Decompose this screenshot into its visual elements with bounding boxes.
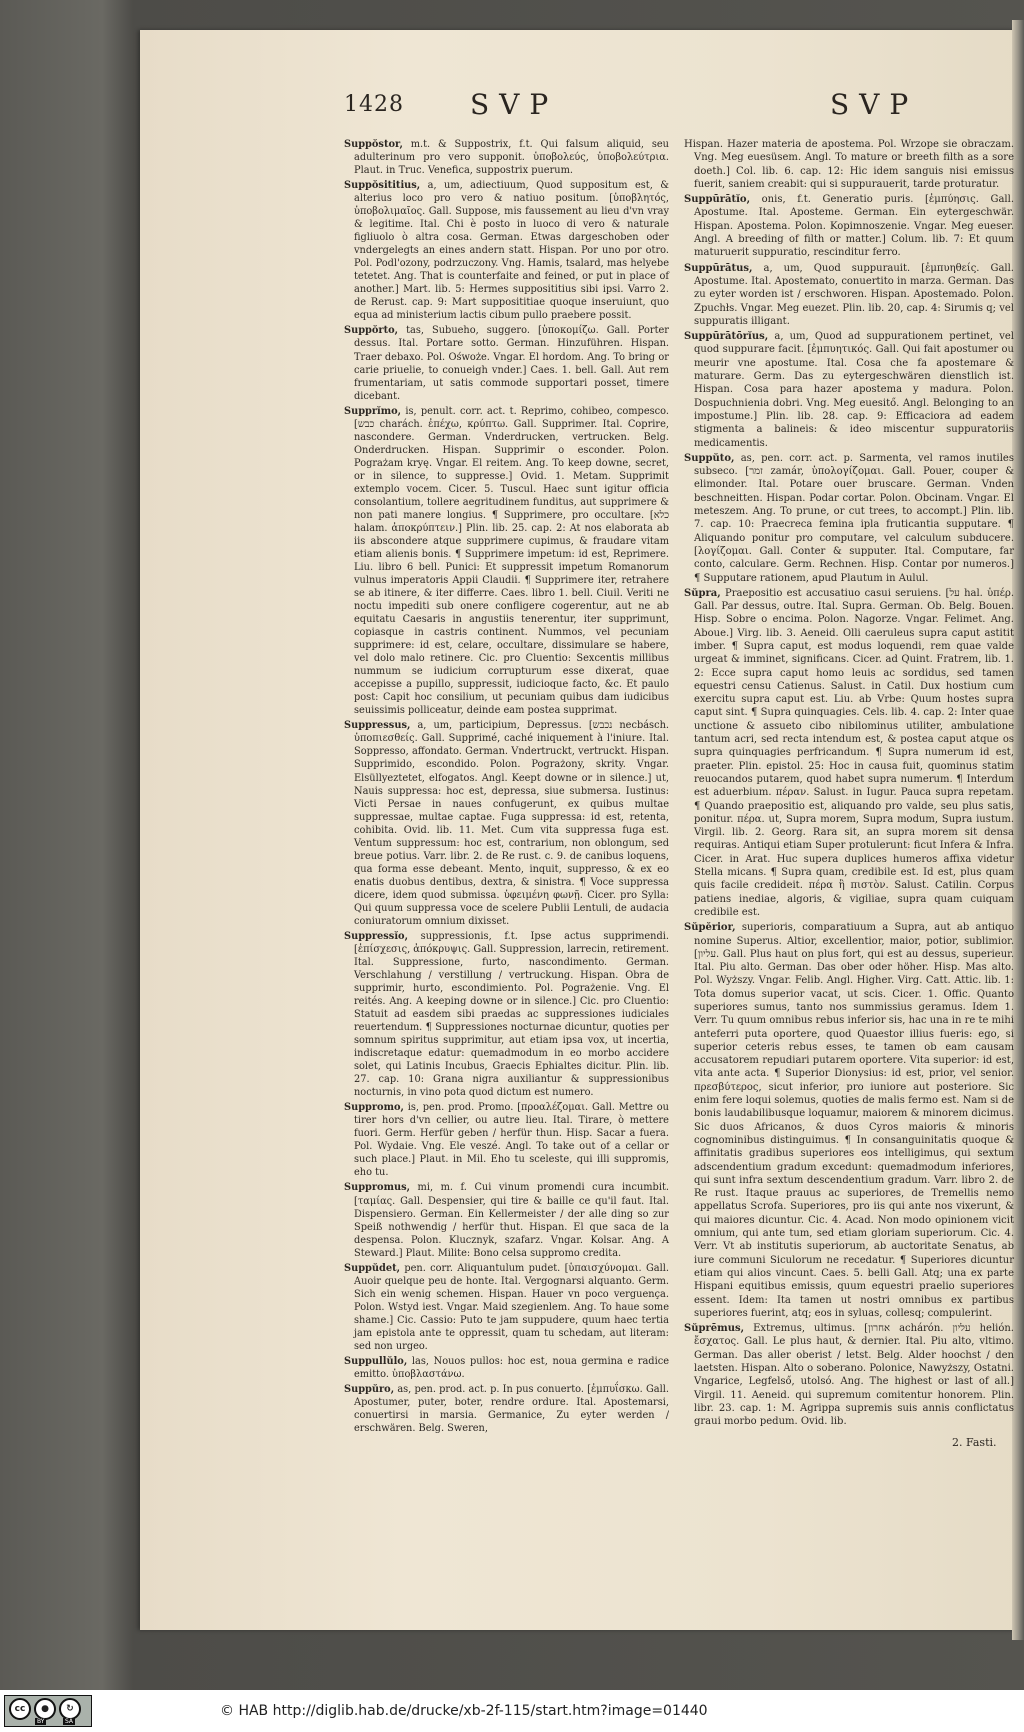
entry-lemma: Suppŏrto, [344, 325, 399, 337]
dictionary-entry [684, 138, 1014, 191]
dictionary-entry [684, 452, 1014, 585]
entry-text: pen. corr. Aliquantulum pudet. [ὑπαισχύνομαι. Gall. Auoir quelque peu de honte. Ital. Vergognarsi alquanto. Germ. Sich ein wenig schemen. Hispan. Hauer vn poco verguença. Polon. Wstyd iest. Vngar. Maid szegienlem. Ang. To haue some shame.] Cic. Cassio: Puto te jam suppudere, quum haec tertia jam epistola ante te oppressit, quam tu schedam, aut literam: sed non urgeo. [354, 1262, 669, 1352]
copyright-link[interactable]: © HAB http://diglib.hab.de/drucke/xb-2f-115/start.htm?image=01440 [220, 1703, 708, 1719]
entry-text: a, um, Quod ad suppurationem pertinet, vel quod suppurare facit. [ἐμπυητικός. Gall. Qui fait apostumer ou meurir vne apostume. Ital. Cosa che fa apostemare & maturare. Germ. Das zu eytergeschwären dienstlich ist. Hispan. Cosa para hazer apostema y madura. Polon. Dospuchnienia dobri. Vng. Meg euesitő. Angl. Belonging to an impostume.] Plin. lib. 28. cap. 9: Efficaciora ad eadem stigmenta a balineis: & ideo miscentur suppuratoriis medicamentis. [694, 331, 1014, 449]
entry-lemma: Sŭpĕrior, [684, 922, 736, 934]
entry-lemma: Suppullŭlo, [344, 1355, 408, 1367]
dictionary-entry [344, 1355, 669, 1381]
entry-lemma: Suppūrātus, [684, 262, 753, 274]
entry-text: as, pen. corr. act. p. Sarmenta, vel ramos inutiles subseco. [זמר zamár, ὑπολογίζομαι. Gall. Pouer, couper & elimonder. Ital. Potare ouer bruscare. German. Vnden beschneitten. Hispan. Podar cortar. Polon. Obcinam. Vngar. El meteszem. Ang. To prune, or cut trees, to accompt.] Plin. lib. 7. cap. 10: Praecreca femina ipla fruticantia supputare. ¶ Aliquando ponitur pro computare, vel calculum subducere. [λογίζομαι. Gall. Conter & supputer. Ital. Computare, far conto, calculare. Germ. Rechnen. Hisp. Contar por numeros.] ¶ Supputare rationem, apud Plautum in Aulul. [694, 452, 1014, 584]
dictionary-entry [684, 921, 1014, 1320]
dictionary-entry [684, 1322, 1014, 1428]
dictionary-entry [344, 1101, 669, 1179]
entry-text: a, um, participium, Depressus. [נכבש necbásch. ὑποπιεσθείς. Gall. Supprimé, caché iniquement à l'iniure. Ital. Soppresso, affondato. German. Vndertruckt, vertruckt. Hispan. Supprimido, escondido. Polon. Pograżony, skrity. Vngar. Elsüllyeztetet, elfogatos. Angl. Keept downe or in silence.] ut, Nauis suppressa: hoc est, depressa, siue submersa. Iustinus: Victi Persae in naues confugerunt, ex quibus multae suppressae, multae captae. Fuga suppressa: id est, retenta, cohibita. Ovid. lib. 11. Met. Cum vita suppressa fuga est. Ventum suppressum: hoc est, contrarium, non oblongum, sed breue potius. Varr. libr. 2. de Re rust. c. 9. de canibus loquens, qua forma esse debeant. Mento, inquit, suppresso, & ex eo enatis duobus dentibus, dextra, & sinistra. ¶ Voce suppressa dicere, idem quod submissa. ὑφειμένη φωνῇ. Cicer. pro Sylla: Qui quum suppressa voce de scelere Publii Lentuli, de audacia coniuratorum omnium dixisset. [354, 720, 669, 927]
dictionary-entry [344, 1383, 669, 1435]
entry-text: as, pen. prod. act. p. In pus conuerto. [ἐμπυΐσκω. Gall. Apostumer, puter, boter, rendre ordure. Ital. Apostemarsi, conuertirsi in marsia. Germanice, Zu eyter werden / erschwären. Belg. Sweren, [354, 1383, 669, 1435]
running-head [344, 88, 984, 132]
dictionary-entry [684, 587, 1014, 919]
entry-text: Praepositio est accusatiuo casui seruiens. [על hal. ὑπέρ. Gall. Par dessus, outre. Ital. Supra. German. Ob. Belg. Bouen. Hisp. Sobre o encima. Polon. Nagorze. Vngar. Felimet. Ang. Aboue.] Virg. lib. 3. Aeneid. Olli caeruleus supra caput astitit imber. ¶ Supra caput, est modus loquendi, rem quae valde urgeat & imminet, significans. Cicer. ad Quint. Fratrem, lib. 1. 2: Ecce supra caput homo leuis ac sordidus, sed tamen equestri censu Catienus. Salust. in Catil. Dux hostium cum exercitu supra caput est. Liu. ab Vrbe: Quum hostes supra caput sint. ¶ Supra quinquagies. Cels. lib. 4. cap. 2: Inter quae unctione & assueto cibo nibilominus utiliter, ambulatione tantum acri, sed recta intendum est, & postea caput atque os supra quinquagies perfricandum. ¶ Supra numerum id est, praeter. Plin. epistol. 25: Hoc in causa fuit, quominus statim reuocandos putarem, quod habet supra numerum. ¶ Interdum est aduerbium. πέραν. Salust. in Iugur. Pauca supra repetam. ¶ Quando praepositio est, aliquando pro valde, seu plus satis, ponitur. πέρα. ut, Supra morem, Supra modum, Supra iustum. Virgil. lib. 2. Georg. Rara sit, an supra morem sit densa requiras. Antiqui etiam Super protulerunt: ficut Infera & Infra. Cicer. in Arat. Huc supera duplices humeros affixa videtur Stella micans. ¶ Supra quam, credibile est. Id est, plus quam quis facile credideit. πέρα ἢ πιστὸν. Salust. Catilin. Corpus patiens inediae, algoris, & vigiliae, supra quam cuiquam credibile est. [694, 587, 1014, 918]
entry-text: superioris, comparatiuum a Supra, aut ab antiquo nomine Superus. Altior, excellentior, maior, potior, sublimior. [עליון. Gall. Plus haut on plus fort, qui est au dessus, superieur. Ital. Piu alto. German. Das ober oder höher. Hisp. Mas alto. Pol. Wyższy. Vngar. Felib. Angl. Higher. Virg. Catt. Attic. lib. 1: Tota domus superior vacat, ut scis. Cicer. 1. Offic. Quanto superiores sumus, tanto nos summissius geramus. Idem 1. Verr. Tu quum omnibus rebus inferior sis, hac una in re te mihi anteferri puta oportere, quod Quaestor illius fueris: ego, si superior ceteris rebus esses, te tamen ob eam causam accusatorem repudiari putarem oportere. Vita superior: id est, vita ante acta. ¶ Superior Dionysius: id est, prior, vel senior. πρεσβύτερος, sicut inferior, pro iuniore aut posteriore. Sic enim fere loqui solemus, quoties de malis fermo est. Nam si de bonis laudabilibusque loquamur, maiorem & minorem dicimus. Sic duos Africanos, & duos Cyros maioris & minoris cognominibus distinguimus. ¶ In consanguinitatis quoque & affinitatis gradibus superiores eos intelligimus, qui sextum adscendentium gradum excedunt: quemadmodum inferiores, qui sunt infra sextum descendentium gradum. Varr. libro 2. de Re rust. Itaque prauus ac superiores, de Tremellis nemo appellatus Scrofa. Superiores, pro iis qui ante nos vixerunt, & qui maiores dicuntur. Cic. 4. Acad. Non modo opinionem vicit omnium, qui ante tum, sed etiam gloriam superiorum. Cic. 4. Verr. Vt ab institutis superiorum, ab auctoritate Senatus, ab iure communi Siculorum ne recedatur. ¶ Superiores dicuntur etiam qui alios vincunt. Caes. 5. belli Gall. Atq; una ex parte Hispani equitibus emissis, quum equestri praelio superiores essent. Idem: Ita tamen ut nostri omnibus ex partibus superiores fuerint, atq; eos in syluas, collesq; compulerint. [694, 922, 1014, 1319]
attribution-icon: ● [34, 1698, 56, 1720]
dictionary-entry [684, 193, 1014, 259]
sa-label: SA [65, 1718, 74, 1725]
dictionary-entry [344, 930, 669, 1099]
entry-lemma: Suppromo, [344, 1102, 404, 1114]
dictionary-entry [344, 719, 669, 928]
share-alike-icon: ↻ [59, 1698, 81, 1720]
dictionary-entry [344, 179, 669, 322]
entry-lemma: Sŭpra, [684, 587, 721, 599]
dictionary-entry [344, 138, 669, 177]
entry-text: mi, m. f. Cui vinum promendi cura incumbit. [ταμίας. Gall. Despensier, qui tire & baille ce qu'il faut. Ital. Dispensiero. German. Ein Kellermeister / der alle ding so zur Speiß nothwendig / herfür thut. Hispan. El que saca de la despensa. Polon. Klucznyk, szafarz. Vngar. Kolsar. Ang. A Steward.] Plaut. Milite: Bono celsa suppromo credita. [354, 1182, 669, 1259]
dictionary-entry [684, 330, 1014, 450]
entry-lemma: Supprĭmo, [344, 405, 402, 417]
entry-text: tas, Subueho, suggero. [ὑποκομίζω. Gall. Porter dessus. Ital. Portare sotto. German. Hinzuführen. Hispan. Traer debaxo. Pol. Ośwoże. Vngar. El hordom. Ang. To bring or carie priuelie, to conueigh vnder.] Caes. 1. bell. Gall. Aut rem frumentariam, ut satis commode supportari posset, timere dicebant. [354, 325, 669, 402]
entry-lemma: Suppŏsititius, [344, 180, 421, 192]
entry-text: m.t. & Suppostrix, f.t. Qui falsum aliquid, seu adulterinum pro vero supponit. ὑποβολεύς, ὑποβολεύτρια. Plaut. in Truc. Venefica, suppostrix puerum. [354, 139, 669, 177]
page-number: 1428 [344, 92, 404, 117]
entry-text: Extremus, ultimus. [אחרון achárón. עליון helión. ἔσχατος. Gall. Le plus haut, & dernier. Ital. Piu alto, vltimo. German. Das aller oberist / letst. Belg. Alder hoochst / den laetsten. Hispan. Alto o soberano. Polonice, Nawyższy, Ostatni. Vngarice, Legfelső, utolsó. Ang. The highest or last of all.] Virgil. 11. Aeneid. qui supremum comitentur honorem. Plin. libr. 23. cap. 1: M. Agrippa supremis suis annis conflictatus graui morbo pedum. Ovid. lib. [694, 1323, 1014, 1428]
entry-lemma: Suppromus, [344, 1182, 411, 1194]
entry-text: is, pen. prod. Promo. [προαλέζομαι. Gall. Mettre ou tirer hors d'vn cellier, ou autre lieu. Ital. Tirare, ò mettere fuori. Germ. Herfür geben / herfür thun. Hisp. Sacar a fuera. Pol. Wydaie. Vng. Ele veszé. Angl. To take out of a cellar or such place.] Plaut. in Mil. Eho tu sceleste, qui illi suppromis, eho tu. [354, 1102, 669, 1179]
entry-lemma: Suppŭdet, [344, 1262, 401, 1274]
catchword: 2. Fasti. [952, 1436, 997, 1449]
entry-lemma: Suppressĭo, [344, 930, 408, 942]
entry-lemma: Suppŏstor, [344, 139, 403, 150]
entry-text: a, um, Quod suppurauit. [ἐμπυηθείς. Gall. Apostume. Ital. Apostemato, conuertito in marza. German. Das zu eyter worden ist / erschworen. Hispan. Apostemado. Polon. Zpuchłs. Vngar. Meg euezet. Plin. lib. 20, cap. 4: Sirumis q; vel suppuratis illigant. [694, 262, 1014, 327]
entry-lemma: Suppūrātĭo, [684, 194, 751, 206]
cc-icon: cc [9, 1698, 31, 1720]
dictionary-entry [344, 1262, 669, 1353]
by-label: BY [37, 1718, 45, 1725]
entry-text: a, um, adiectiuum, Quod suppositum est, & alterius loco pro vero & natiuo positum. [ὑποβλητός, ὑποβολιμαῖος. Gall. Suppose, mis faussement au lieu d'vn vray & legitime. Ital. Chi è posto in luoco di vero & naturale figliuolo ò altra cosa. German. Etwas dargeschoben oder vndergelegts an eines andern statt. Hispan. Por uno por otro. Pol. Podl'ozony, podrzuczony. Vng. Hamis, tsalard, mas helyebe tetetet. Ang. That is counterfaite and feined, or put in place of another.] Mart. lib. 5: Hermes supposititius sibi ipsi. Varro 2. de Rerust. cap. 9: Mart supposititiae quoque inseruiunt, quo equa ad ministerium lactis cibum pullo praebere possit. [354, 180, 669, 322]
left-running-head: SVP [470, 88, 559, 121]
cc-license-badge[interactable] [4, 1695, 92, 1727]
entry-lemma: Suppŭro, [344, 1383, 395, 1395]
dictionary-entry [684, 262, 1014, 328]
viewer-footer [0, 1690, 1024, 1732]
entry-text: onis, f.t. Generatio puris. [ἐμπύησις. Gall. Apostume. Ital. Aposteme. German. Ein eytergeschwär. Hispan. Apostema. Polon. Kopimnoszenie. Vngar. Meg eueser. Angl. A breeding of filth or matter.] Colum. lib. 7: Et quum maturuerit suppuratio, rescinditur ferro. [694, 194, 1015, 259]
entry-lemma: Suppŭto, [684, 452, 735, 464]
right-column [684, 138, 1014, 1431]
entry-lemma: Suppressus, [344, 720, 411, 732]
dictionary-entry [344, 1181, 669, 1259]
entry-lemma: Sŭprēmus, [684, 1323, 745, 1335]
dictionary-entry [344, 405, 669, 718]
dictionary-entry [344, 324, 669, 402]
entry-text: suppressionis, f.t. Ipse actus supprimendi. [ἐπίσχεσις, ἀπόκρυψις. Gall. Suppression, larrecin, retirement. Ital. Suppressione, furto, nascondimento. German. Verschlahung / verstillung / vertruckung. Hispan. Obra de supprimir, hurto, escondimiento. Pol. Pograżenie. Vng. El reités. Ang. A keeping downe or in silence.] Cic. pro Cluentio: Statuit ad easdem sibi praedas ac suppressiones iudiciales reuertendum. ¶ Suppressiones nocturnae dicuntur, quoties per somnum spiritus supprimitur, aut etiam ipsa vox, ut incertia, indiscretaque edatur: quemadmodum in eo morbo accidere solet, qui Latinis Incubus, Graecis Ephialtes dicitur. Plin. lib. 27. cap. 10: Grana nigra auxiliantur & suppressionibus nocturnis, in vino pota quod dictum est numero. [354, 930, 669, 1099]
left-column [344, 138, 669, 1437]
right-running-head: SVP [830, 88, 919, 121]
entry-text: las, Nouos pullos: hoc est, noua germina e radice emitto. ὑποβλαστάνω. [354, 1355, 669, 1380]
entry-text: Hispan. Hazer materia de apostema. Pol. Wrzope sie obraczam. Vng. Meg euesüsem. Angl. To mature or breeth filth as a sore doeth.] Col. lib. 6. cap. 12: Hic idem sanguis nisi emissus fuerit, saniem creabit: qui si suppurauerit, tarde proturatur. [684, 139, 1014, 190]
entry-text: is, penult. corr. act. t. Reprimo, cohibeo, compesco. [כבש charách. ἐπέχω, κρύπτω. Gall. Supprimer. Ital. Coprire, nascondere. German. Vnderdrucken, vertrucken. Belg. Onderdrucken. Hispan. Supprimir o esconder. Polon. Pograżam kryę. Vngar. El reitem. Ang. To keep downe, secret, or in silence, to suppresse.] Ovid. 1. Metam. Supprimit extemplo vocem. Cicer. 5. Tuscul. Haec sunt igitur officia consolantium, tollere aegritudinem funditus, aut supprimere & non pati manere longius. ¶ Supprimere, pro occultare. [כלא halam. ἀποκρύπτειν.] Plin. lib. 25. cap. 2: At nos elaborata ab iis abscondere atque supprimere cupimus, & fraudare vitam etiam alienis bonis. ¶ Supprimere impetum: id est, Reprimere. Liu. libro 6 bell. Punici: Et suppressit impetum Romanorum vulnus imperatoris Appii Claudii. ¶ Supprimere iter, retrahere se ab itinere, & iter differre. Caes. libro 1. bell. Ciuil. Veriti ne noctu impediti sub onere confligere cogerentur, aut ne ab equitatu Caesaris in angustiis tenerentur, iter supprimunt, copiasque in castris continent. Nummos, vel pecuniam supprimere: id est, celare, occultare, dissimulare se habere, vel dolo malo retinere. Cic. pro Cluentio: Sexcentis millibus nummum se iudicium corrupturum esse dixerat, quae accepisse a pupillo, suppressit, iudicioque facto, &c. Et paulo post: Capit hoc consilium, ut pecuniam quibus dam iudicibus seuissimis polliceatur, deinde eam postea supprimat. [354, 405, 669, 717]
entry-lemma: Suppūrātōrĭus, [684, 331, 769, 343]
